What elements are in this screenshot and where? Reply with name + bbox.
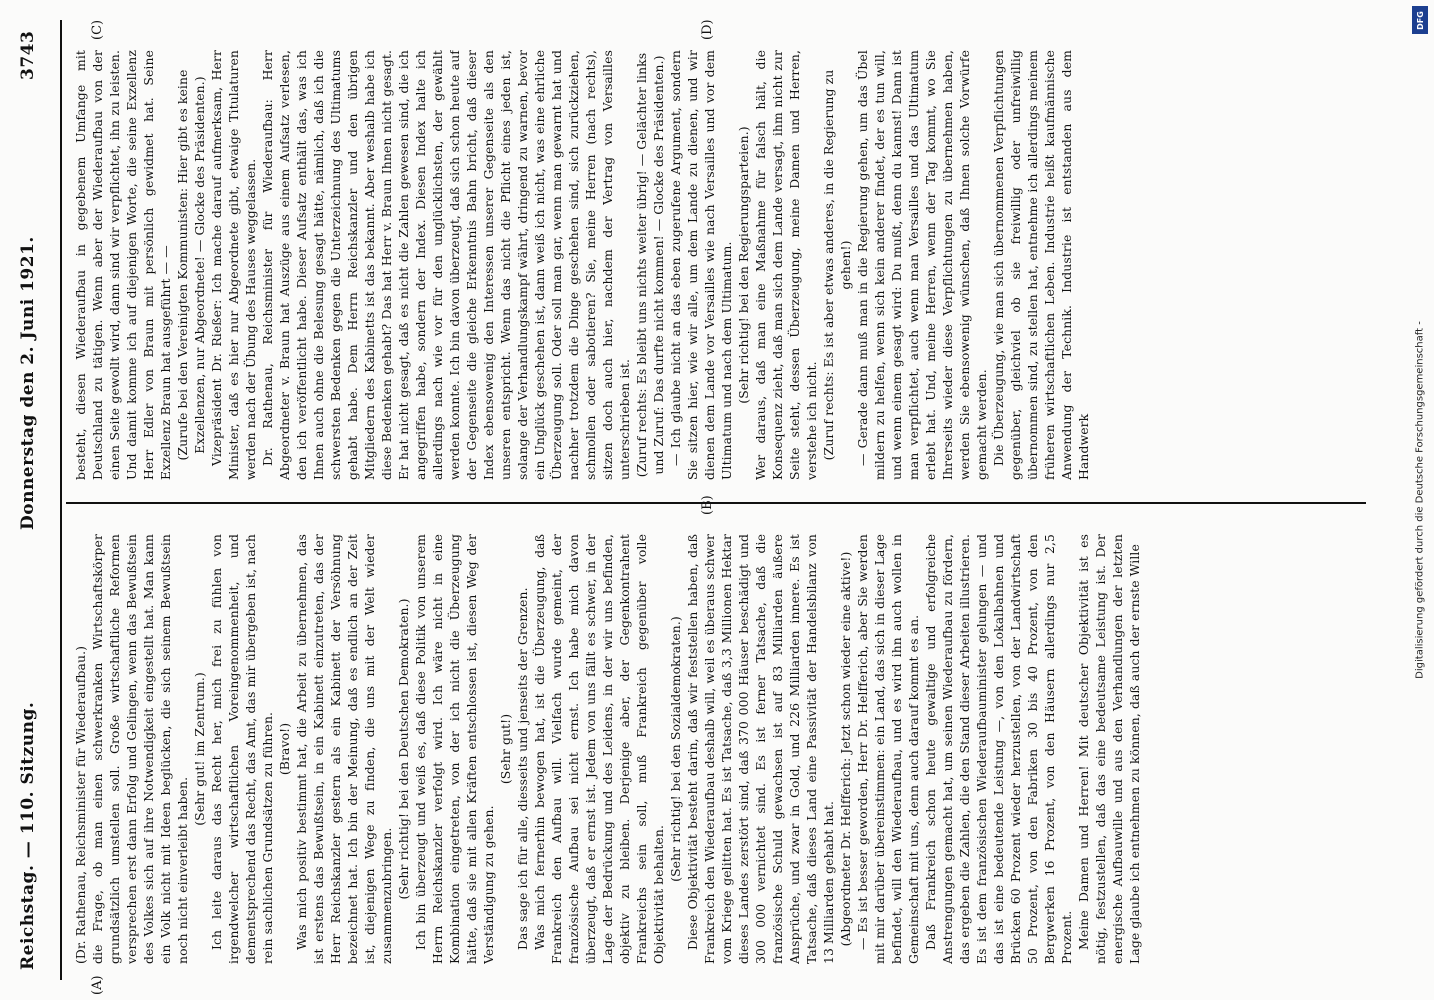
dfg-logo-text: DFG [1415, 10, 1425, 30]
paragraph: die Frage, ob man einen schwerkranken Wirtschaftskörper grundsätzlich umstellen soll. Große wirtschaftliche Reformen versprechen erst dann Erfolg und Gelingen, wenn das Bewußtsein des Volkes sich auf ihre Notwendigkeit eingestellt hat. Man kann ein Volk nicht mit Ideen beglücken, die sich seinem Bewußtsein noch nicht einverleibt haben. [90, 534, 190, 964]
page-number: 3743 [18, 30, 38, 80]
header-rule [60, 20, 62, 980]
paragraph: Das sage ich für alle, diesseits und jenseits der Grenzen. [515, 587, 530, 950]
dfg-logo [1412, 6, 1428, 34]
paragraph: — Es ist besser geworden, Herr Dr. Helfferich, aber Sie werden mit mir darüber übereinstimmen: ein Land, das sich in dieser Lage befindet, will den Wiederaufbau, und es wird ihn auch wollen in Gemeinschaft mit uns, denn auch darauf kommt es an. [855, 534, 921, 964]
paragraph: — Gerade dann muß man in die Regierung gehen, um das Übel mildern zu helfen, wenn sich kein anderer findet, der es tun will, und wenn einem gesagt wird: Du mußt, denn du kannst! Dann ist man verpflichtet, auch wenn man Versailles und das Ultimatum erlebt hat. Und, meine Herren, wenn der Tag kommt, wo Sie Ihrerseits wieder diese Verpflichtungen zu übernehmen haben, werden Sie ebensowenig wünschen, daß Ihnen solche Vorwürfe gemacht werden. [855, 50, 989, 480]
paragraph: Daß Frankreich schon heute gewaltige und erfolgreiche Anstrengungen gemacht hat, um seinen Wiederaufbau zu fördern, das ergeben die Zahlen, die den Stand dieser Arbeiten illustrieren. Es ist dem französischen Wiederaufbauminister gelungen — und das ist eine bedeutende Leistung —, von den Lokalbahnen und Brücken 60 Prozent wieder herzustellen, von der Landwirtschaft 50 Prozent, von den Fabriken 30 bis 40 Prozent, von den Bergwerken 16 Prozent, von den Häusern allerdings nur 2,5 Prozent. [923, 534, 1074, 964]
paragraph: Ich leite daraus das Recht her, mich frei zu fühlen von irgendwelcher wirtschaftlichen Voreingenommenheit, und dementsprechend das Recht, das Amt, das mir übergeben ist, nach rein sachlichen Grundsätzen zu führen. [209, 534, 275, 964]
digitization-text: Digitalisierung gefördert durch die Deutsche Forschungsgemeinschaft - [1414, 321, 1426, 679]
paragraph: Dr. Rathenau, Reichsminister für Wiederaufbau: Herr Abgeordneter v. Braun hat Auszüge aus einem Aufsatz verlesen, den ich veröffentlicht habe. Dieser Aufsatz enthält das, was ich Ihnen auch ohne die Belesung gesagt hätte, nämlich, daß ich die schwersten Bedenken gegen die Unterzeichnung des Ultimatums gehabt habe. Dem Herrn Reichskanzler und den übrigen Mitgliedern des Kabinetts ist das bekannt. Aber weshalb habe ich diese Bedenken gehabt? Das hat Herr v. Braun Ihnen nicht gesagt. Er hat nicht gesagt, daß es nicht die Zahlen gewesen sind, die ich angegriffen habe, sondern der Index. Diesen Index halte ich allerdings nach wie vor für den unglücklichsten, der gewählt werden konnte. Ich bin davon überzeugt, daß sich schon heute auf der Gegenseite die gleiche Erkenntnis Bahn bricht, daß dieser Index ebensowenig den Interessen unserer Gegenseite als den unseren entspricht. Wenn das nicht die Pflicht eines jeden ist, solange der Verhandlungskampf währt, dringend zu warnen, bevor ein Unglück geschehen ist, dann weiß ich nicht, was eine ehrliche Überzeugung soll. Oder soll man gar, wenn man gewarnt hat und nachher trotzdem die Dinge geschehen sind, sich zurückziehen, schmollen oder sabotieren? Sie, meine Herren (nach rechts), sitzen doch auch hier, nachdem der Vertrag von Versailles unterschrieben ist. [260, 50, 632, 480]
paragraph: Was mich positiv bestimmt hat, die Arbeit zu übernehmen, das ist erstens das Bewußtsein, in ein Kabinett einzutreten, das der Herr Reichskanzler gestern als ein Kabinett der Versöhnung bezeichnet hat. Ich bin der Meinung, daß es endlich an der Zeit ist, diejenigen Wege zu finden, die uns mit der Welt wieder zusammenzubringen. [294, 534, 394, 964]
paragraph: (Sehr gut!) [498, 713, 513, 785]
column-divider [66, 502, 1366, 504]
paragraph: (Sehr gut! im Zentrum.) [192, 672, 207, 826]
paragraph: Diese Objektivität besteht darin, daß wir feststellen haben, daß Frankreich den Wiederaufbau deshalb will, weil es überaus schwer vom Kriege gelitten hat. Es ist Tatsache, daß 3,3 Millionen Hektar dieses Landes zerstört sind, daß 370 000 Häuser beschädigt und 300 000 vernichtet sind. Es ist ferner Tatsache, daß die französische Schuld gewachsen ist auf 83 Milliarden äußere Ansprüche, und zwar in Gold, und 226 Milliarden innere. Es ist Tatsache, daß dieses Land eine Passivität der Handelsbilanz von 13 Milliarden gehabt hat. [685, 534, 836, 964]
paragraph: Meine Damen und Herren! Mit deutscher Objektivität ist es nötig, festzustellen, daß das eine bedeutsame Leistung ist. Der energische Aufbauwille und aus den Verhandlungen der letzten Lage glaube ich entnehmen zu können, daß auch der ernste Wille [1076, 534, 1142, 964]
paragraph: (Zuruf rechts: Es bleibt uns nichts weiter übrig! — Gelächter links und Zuruf: Das durfte nicht kommen! — Glocke des Präsidenten.) [634, 52, 666, 478]
paragraph: (Abgeordneter Dr. Helfferich: Jetzt schon wieder eine aktive!) [838, 551, 853, 947]
margin-mark-d: (D) [700, 19, 715, 40]
paragraph: (Zurufe bei den Vereinigten Kommunisten: Hier gibt es keine Exzellenzen, nur Abgeordnete! — Glocke des Präsidenten.) [175, 69, 207, 461]
paragraph: — Ich glaube nicht an das eben zugerufene Argument, sondern Sie sitzen hier, wie wir alle, um dem Lande zu dienen, und wir dienen dem Lande vor Versailles wie nach Versailles und vor dem Ultimatum und nach dem Ultimatum. [668, 50, 734, 480]
paragraph: (Dr. Rathenau, Reichsminister für Wiederaufbau.) [73, 645, 88, 964]
margin-mark-a: (A) [90, 975, 105, 995]
margin-mark-b: (B) [700, 495, 715, 515]
margin-mark-c: (C) [90, 19, 105, 40]
text-column-right [72, 50, 1372, 480]
paragraph: Ich bin überzeugt und weiß es, daß diese Politik von unserem Herrn Reichskanzler verfolgt wird. Ich wäre nicht in eine Kombination eingetreten, von der ich nicht die Überzeugung hätte, daß sie mit allen Kräften entschlossen ist, diesen Weg der Verständigung zu gehen. [413, 534, 496, 964]
header-session: Reichstag. — 110. Sitzung. [18, 701, 38, 970]
paragraph: besteht, diesen Wiederaufbau in gegebenem Umfange mit Deutschland zu tätigen. Wenn aber der Wiederaufbau von der einen Seite gewollt wird, dann sind wir verpflichtet, ihn zu leisten. Und damit komme ich auf diejenigen Worte, die seine Exzellenz Herr Edler von Braun mit persönlich gewidmet hat. Seine Exzellenz Braun hat ausgeführt — — [73, 50, 173, 480]
paragraph: (Sehr richtig! bei den Deutschen Demokraten.) [396, 598, 411, 900]
header-date: Donnerstag den 2. Juni 1921. [18, 236, 38, 530]
paragraph: (Sehr richtig! bei den Sozialdemokraten.) [668, 616, 683, 882]
digitization-note [1410, 50, 1430, 950]
paragraph: Vizepräsident Dr. Rießer: Ich mache darauf aufmerksam, Herr Minister, daß es hier nur Abgeordnete gibt, etwaige Titulaturen werden nach der Übung des Hauses weggelassen. [209, 50, 258, 480]
paragraph: (Sehr richtig! bei den Regierungsparteien.) [736, 126, 751, 404]
text-column-left [72, 534, 1372, 964]
paragraph: (Zuruf rechts: Es ist aber etwas anderes, in die Regierung zu gehen!) [821, 69, 853, 461]
paragraph: Die Überzeugung, wie man sich übernommenen Verpflichtungen gegenüber, gleichviel ob sie freiwillig oder unfreiwillig übernommen sind, zu stellen hat, entnehme ich allerdings meinem früheren wirtschaftlichen Leben. Industrie heißt kaufmännische Anwendung der Technik. Industrie ist entstanden aus dem Handwerk [991, 50, 1091, 480]
paragraph: Was mich fernerhin bewogen hat, ist die Überzeugung, daß Frankreich den Aufbau will. Vielfach wurde gemeint, der französische Aufbau sei nicht ernst. Ich habe mich davon überzeugt, daß er ernst ist. Jedem von uns fällt es schwer, in der Lage der Bedrückung und des Leidens, in der wir uns befinden, objektiv zu bleiben. Derjenige aber, der Gegenkontrahent Frankreichs sein soll, muß Frankreich gegenüber volle Objektivität behalten. [532, 534, 666, 964]
paragraph: Wer daraus, daß man eine Maßnahme für falsch hält, die Konsequenz zieht, daß man sich dem Lande versagt, ihm nicht zur Seite steht, dessen Überzeugung, meine Damen und Herren, verstehe ich nicht. [753, 50, 819, 480]
paragraph: (Bravo!) [277, 722, 292, 776]
